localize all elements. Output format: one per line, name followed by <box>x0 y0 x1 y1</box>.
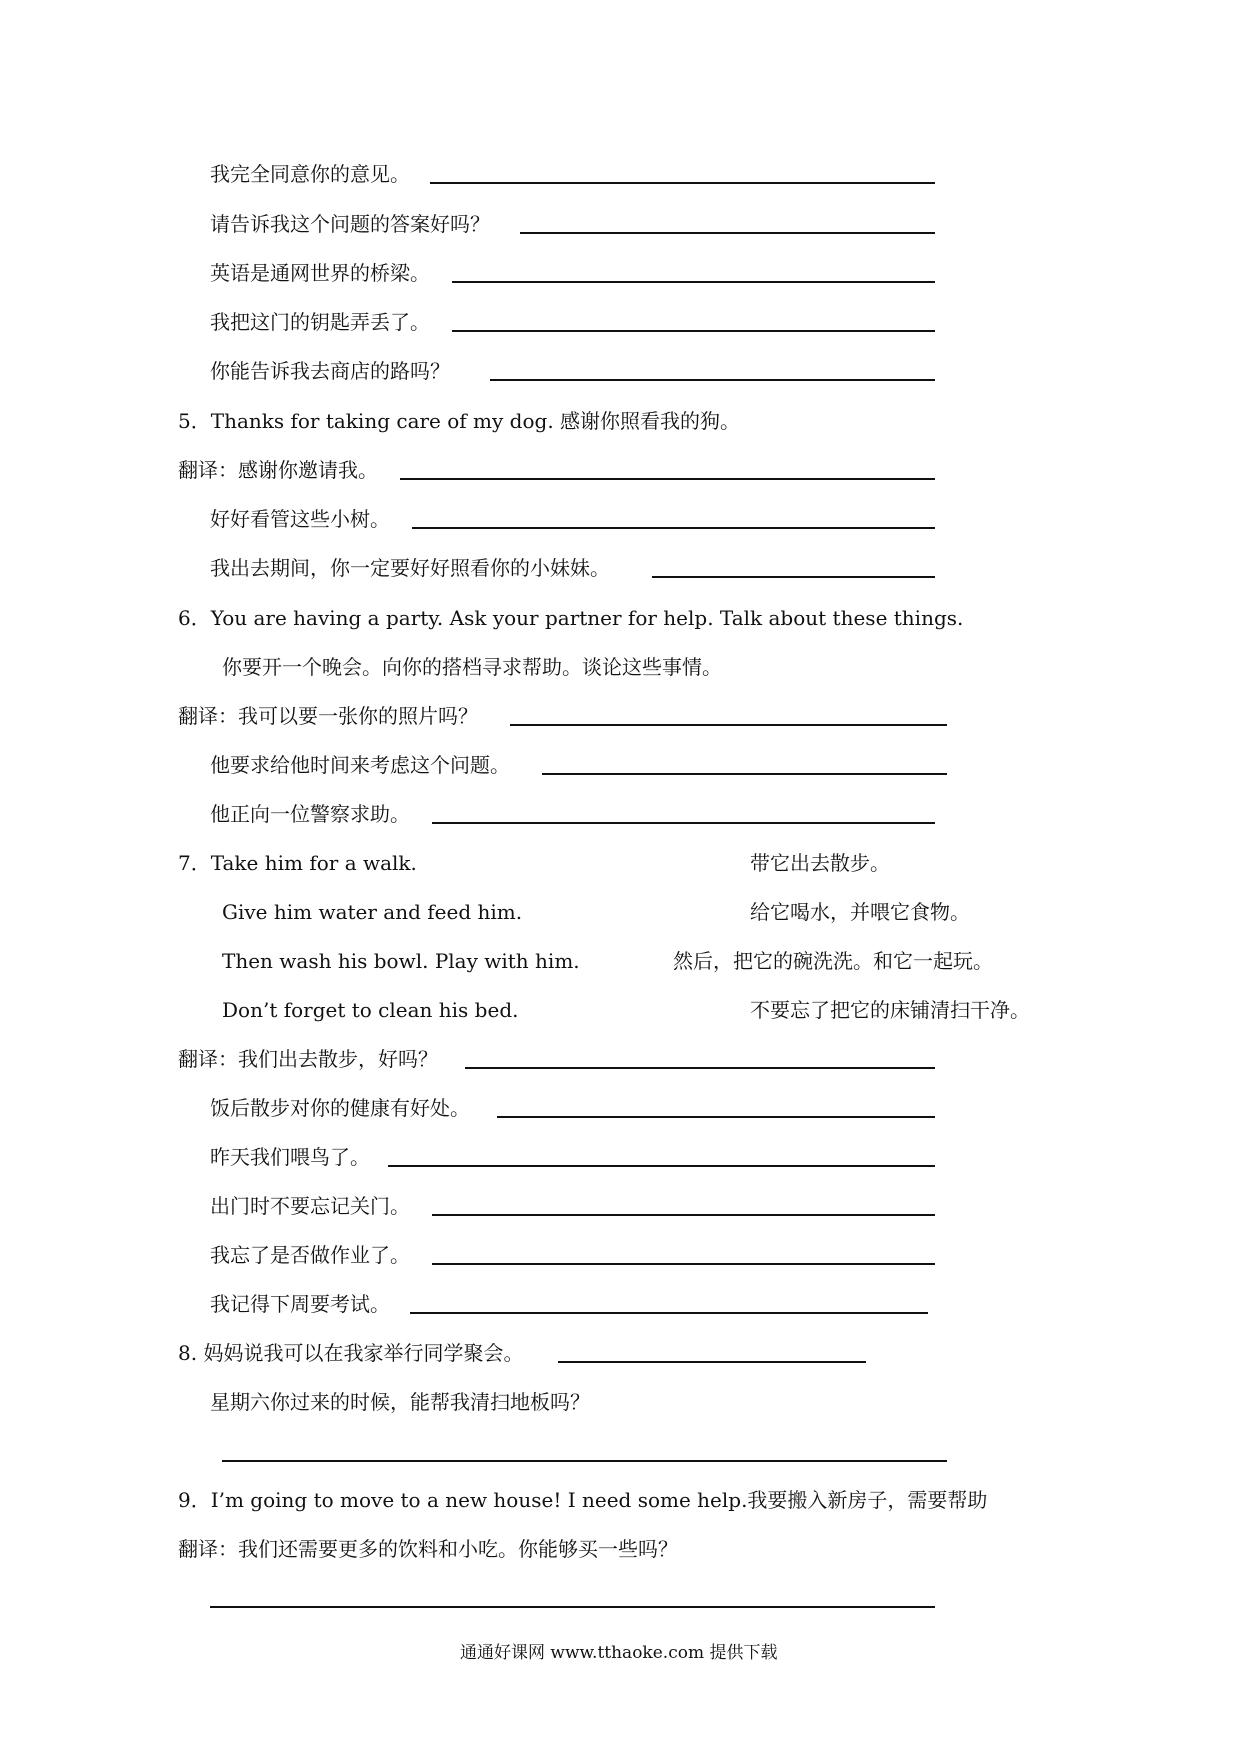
answer-blank[interactable] <box>210 1606 935 1608</box>
answer-blank[interactable] <box>412 527 935 529</box>
answer-blank[interactable] <box>222 1460 947 1462</box>
answer-blank[interactable] <box>542 773 947 775</box>
answer-blank[interactable] <box>388 1165 935 1167</box>
question-7-heading: 7．Take him for a walk. <box>178 851 417 875</box>
translate-7-4: 出门时不要忘记关门。 <box>210 1194 410 1218</box>
answer-blank[interactable] <box>432 822 935 824</box>
translate-7-5: 我忘了是否做作业了。 <box>210 1243 410 1267</box>
page-footer: 通通好课网 www.tthaoke.com 提供下载 <box>460 1643 778 1663</box>
question-8-line-2: 星期六你过来的时候，能帮我清扫地板吗？ <box>210 1390 590 1414</box>
answer-blank[interactable] <box>465 1067 935 1069</box>
question-7-translation-2: 给它喝水，并喂它食物。 <box>750 900 970 924</box>
translate-5-2: 好好看管这些小树。 <box>210 507 390 531</box>
answer-blank[interactable] <box>558 1361 866 1363</box>
answer-blank[interactable] <box>430 182 935 184</box>
translate-7-1: 翻译：我们出去散步，好吗？ <box>178 1047 438 1071</box>
question-5-heading: 5．Thanks for taking care of my dog. 感谢你照看我的狗。 <box>178 409 741 433</box>
question-7-line-4: Don’t forget to clean his bed. <box>222 998 519 1022</box>
answer-blank[interactable] <box>400 478 935 480</box>
answer-blank[interactable] <box>432 1263 935 1265</box>
translate-7-3: 昨天我们喂鸟了。 <box>210 1145 370 1169</box>
answer-blank[interactable] <box>410 1312 928 1314</box>
sentence-5: 你能告诉我去商店的路吗？ <box>210 359 450 383</box>
answer-blank[interactable] <box>452 281 935 283</box>
sentence-2: 请告诉我这个问题的答案好吗？ <box>210 212 490 236</box>
question-8-heading: 8. 妈妈说我可以在我家举行同学聚会。 <box>178 1341 524 1365</box>
answer-blank[interactable] <box>490 379 935 381</box>
question-7-line-2: Give him water and feed him. <box>222 900 523 924</box>
translate-5-3: 我出去期间，你一定要好好照看你的小妹妹。 <box>210 556 610 580</box>
question-7-translation-3: 然后，把它的碗洗洗。和它一起玩。 <box>673 949 993 973</box>
question-6-heading: 6．You are having a party. Ask your partner for help. Talk about these things. <box>178 606 964 630</box>
answer-blank[interactable] <box>510 724 947 726</box>
translate-6-2: 他要求给他时间来考虑这个问题。 <box>210 753 510 777</box>
answer-blank[interactable] <box>497 1116 935 1118</box>
answer-blank[interactable] <box>520 232 935 234</box>
sentence-1: 我完全同意你的意见。 <box>210 162 410 186</box>
translate-6-1: 翻译：我可以要一张你的照片吗？ <box>178 704 478 728</box>
question-9-heading: 9．I’m going to move to a new house! I need some help.我要搬入新房子，需要帮助 <box>178 1488 988 1512</box>
translate-9-1: 翻译：我们还需要更多的饮料和小吃。你能够买一些吗？ <box>178 1537 678 1561</box>
sentence-4: 我把这门的钥匙弄丢了。 <box>210 310 430 334</box>
sentence-3: 英语是通网世界的桥梁。 <box>210 261 430 285</box>
answer-blank[interactable] <box>452 330 935 332</box>
question-7-translation-4: 不要忘了把它的床铺清扫干净。 <box>750 998 1030 1022</box>
question-7-translation-1: 带它出去散步。 <box>750 851 890 875</box>
translate-6-3: 他正向一位警察求助。 <box>210 802 410 826</box>
translate-7-2: 饭后散步对你的健康有好处。 <box>210 1096 470 1120</box>
question-6-translation: 你要开一个晚会。向你的搭档寻求帮助。谈论这些事情。 <box>222 655 722 679</box>
translate-7-6: 我记得下周要考试。 <box>210 1292 390 1316</box>
answer-blank[interactable] <box>432 1214 935 1216</box>
question-7-line-3: Then wash his bowl. Play with him. <box>222 949 580 973</box>
translate-5-1: 翻译：感谢你邀请我。 <box>178 458 378 482</box>
answer-blank[interactable] <box>652 576 935 578</box>
